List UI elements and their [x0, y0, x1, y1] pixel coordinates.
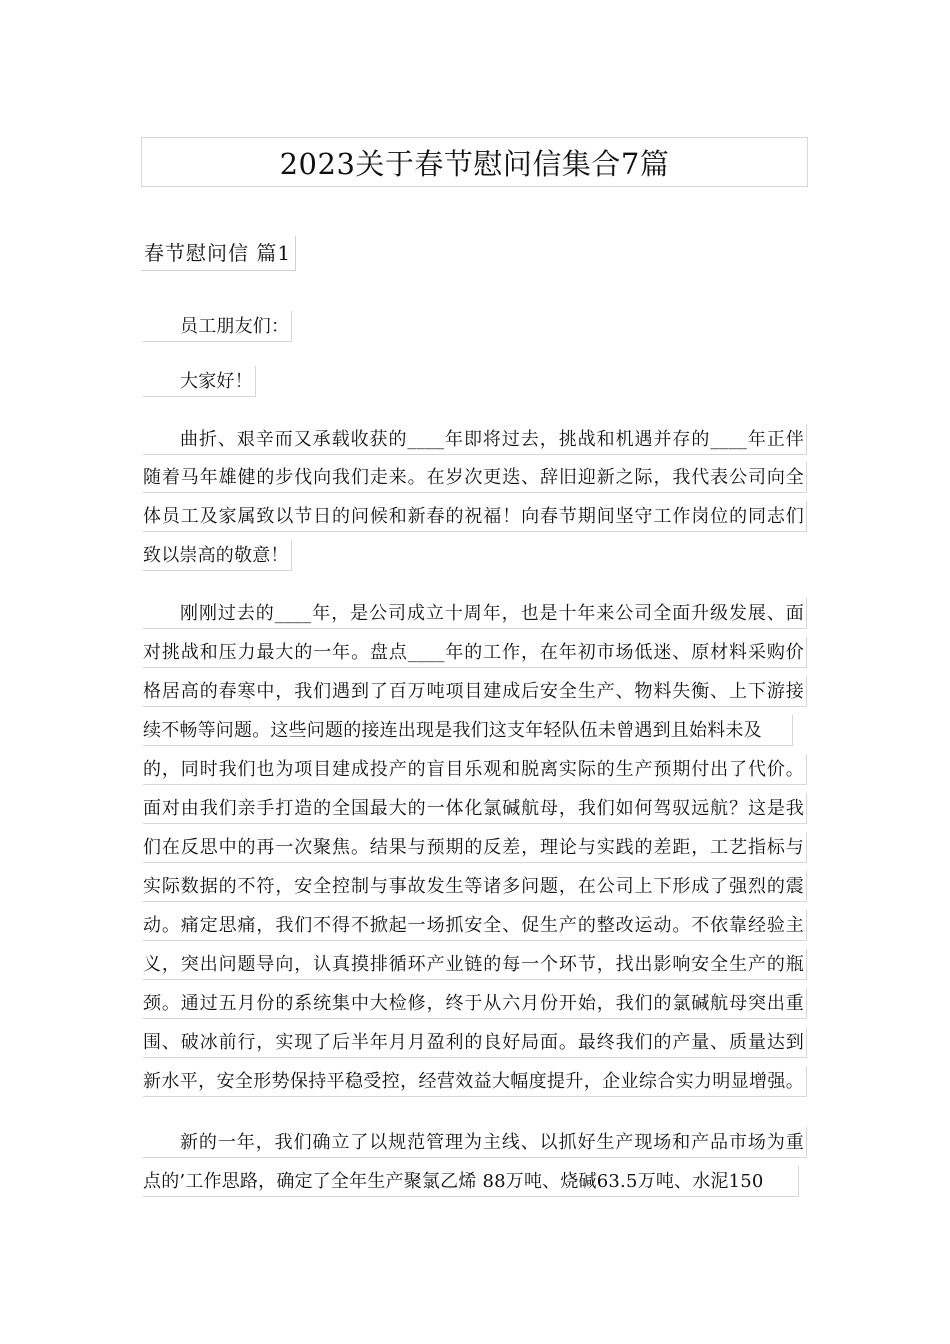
paragraph-2-line: 动。痛定思痛，我们不得不掀起一场抓安全、促生产的整改运动。不依靠经验主 — [143, 910, 807, 941]
paragraph-3-line: 新的一年，我们确立了以规范管理为主线、以抓好生产现场和产品市场为重 — [143, 1127, 807, 1158]
paragraph-2-line: 新水平，安全形势保持平稳受控，经营效益大幅度提升，企业综合实力明显增强。 — [143, 1066, 807, 1097]
paragraph-1-line: 曲折、艰辛而又承载收获的____年即将过去，挑战和机遇并存的____年正伴 — [143, 424, 807, 455]
paragraph-3-line: 点的’工作思路，确定了全年生产聚氯乙烯 88万吨、烧碱63.5万吨、水泥150 — [143, 1166, 799, 1197]
paragraph-2-line: 的，同时我们也为项目建成投产的盲目乐观和脱离实际的生产预期付出了代价。 — [143, 754, 807, 785]
paragraph-2-line: 续不畅等问题。这些问题的接连出现是我们这支年轻队伍未曾遇到且始料未及 — [143, 715, 793, 746]
paragraph-2-line: 格居高的春寒中，我们遇到了百万吨项目建成后安全生产、物料失衡、上下游接 — [143, 676, 807, 707]
paragraph-2-line: 颈。通过五月份的系统集中大检修，终于从六月份开始，我们的氯碱航母突出重 — [143, 988, 807, 1019]
salutation: 员工朋友们： — [143, 311, 292, 342]
paragraph-2-line: 面对由我们亲手打造的全国最大的一体化氯碱航母，我们如何驾驭远航？这是我 — [143, 793, 807, 824]
paragraph-2-line: 实际数据的不符，安全控制与事故发生等诸多问题，在公司上下形成了强烈的震 — [143, 871, 807, 902]
document-title: 2023关于春节慰问信集合7篇 — [141, 137, 808, 187]
paragraph-2-line: 刚刚过去的____年，是公司成立十周年，也是十年来公司全面升级发展、面 — [143, 598, 807, 629]
paragraph-2-line: 们在反思中的再一次聚焦。结果与预期的反差，理论与实践的差距，工艺指标与 — [143, 832, 807, 863]
paragraph-1-line: 致以崇高的敬意！ — [143, 540, 292, 571]
paragraph-2-line: 对挑战和压力最大的一年。盘点____年的工作，在年初市场低迷、原材料采购价 — [143, 637, 807, 668]
paragraph-2-line: 义，突出问题导向，认真摸排循环产业链的每一个环节，找出影响安全生产的瓶 — [143, 949, 807, 980]
paragraph-2-line: 围、破冰前行，实现了后半年月月盈利的良好局面。最终我们的产量、质量达到 — [143, 1027, 807, 1058]
paragraph-1-line: 随着马年雄健的步伐向我们走来。在岁次更迭、辞旧迎新之际，我代表公司向全 — [143, 462, 807, 493]
paragraph-1-line: 体员工及家属致以节日的问候和新春的祝福！向春节期间坚守工作岗位的同志们 — [143, 501, 807, 532]
greeting: 大家好！ — [143, 366, 256, 397]
section-heading: 春节慰问信 篇1 — [141, 236, 296, 271]
